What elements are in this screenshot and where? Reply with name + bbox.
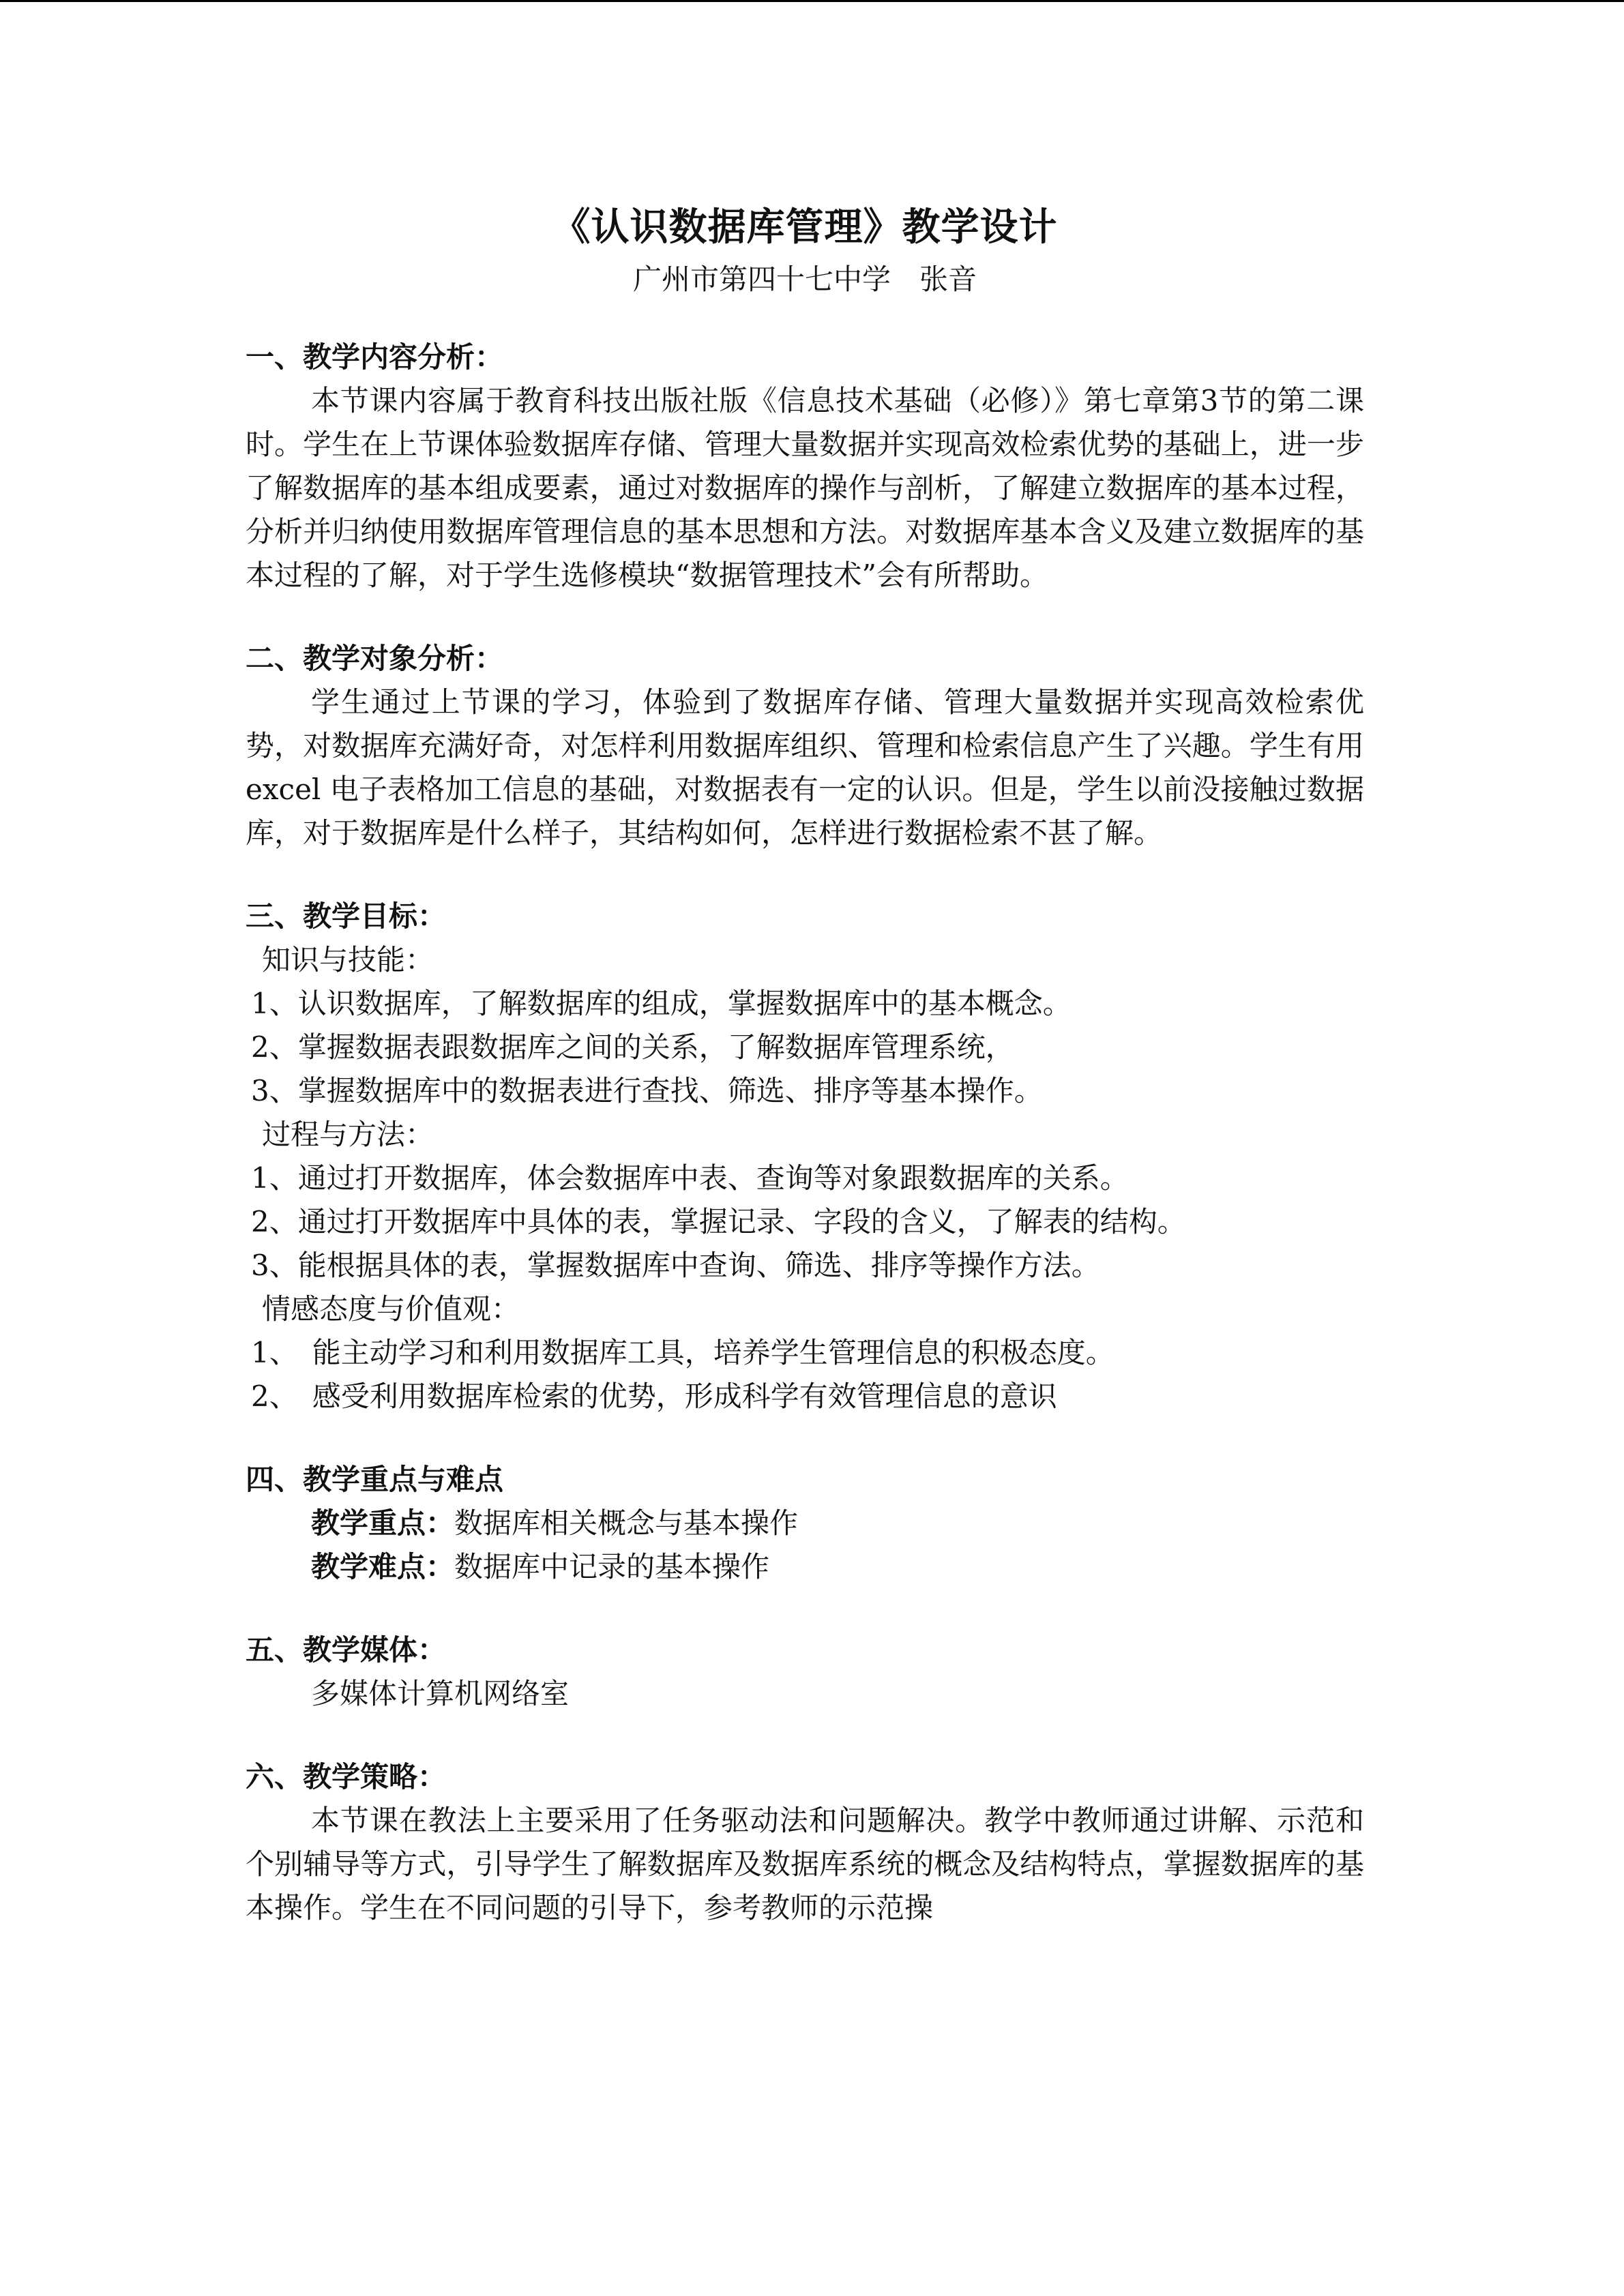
section-heading: 三、教学目标： <box>246 899 447 933</box>
document-title: 《认识数据库管理》教学设计 <box>552 205 1058 250</box>
section-heading: 六、教学策略： <box>246 1759 447 1793</box>
section-paragraph: 本节课内容属于教育科技出版社版《信息技术基础（必修）》第七章第3节的第二课时。学生在上节课体验数据库存储、管理大量数据并实现高效检索优势的基础上，进一步了解数据库的基本组成要素，通过对数据库的操作与剖析，了解建立数据库的基本过程，分析并归纳使用数据库管理信息的基本思想和方法。对数据库基本含义及建立数据库的基本过程的了解，对于学生选修模块“数据管理技术”会有所帮助。 <box>246 383 1364 592</box>
section-heading: 一、教学内容分析： <box>246 340 504 374</box>
document-author: 广州市第四十七中学 张音 <box>632 263 977 297</box>
objective-item: 1、通过打开数据库，体会数据库中表、查询等对象跟数据库的关系。 <box>251 1161 1129 1195</box>
key-point-focus <box>246 1502 1364 1545</box>
key-point-difficulty <box>246 1545 1364 1589</box>
objective-item: 1、 能主动学习和利用数据库工具，培养学生管理信息的积极态度。 <box>251 1335 1114 1369</box>
objective-item: 3、能根据具体的表，掌握数据库中查询、筛选、排序等操作方法。 <box>251 1248 1100 1282</box>
section-content-analysis <box>246 336 1364 597</box>
key-point-text: 数据库中记录的基本操作 <box>454 1549 770 1583</box>
media-text: 多媒体计算机网络室 <box>311 1676 570 1710</box>
objective-category-attitude: 情感态度与价值观： <box>262 1292 520 1326</box>
key-point-label: 教学重点： <box>311 1506 455 1540</box>
objective-item: 3、掌握数据库中的数据表进行查找、筛选、排序等基本操作。 <box>251 1073 1043 1107</box>
objective-category-process: 过程与方法： <box>262 1117 434 1151</box>
section-student-analysis <box>246 637 1364 855</box>
objective-item: 2、 感受利用数据库检索的优势，形成科学有效管理信息的意识 <box>251 1379 1057 1413</box>
section-strategy <box>246 1755 1364 1930</box>
objective-item: 2、通过打开数据库中具体的表，掌握记录、字段的含义，了解表的结构。 <box>251 1204 1186 1238</box>
key-point-label: 教学难点： <box>311 1549 455 1583</box>
section-paragraph: 本节课在教法上主要采用了任务驱动法和问题解决。教学中教师通过讲解、示范和个别辅导等方式，引导学生了解数据库及数据库系统的概念及结构特点，掌握数据库的基本操作。学生在不同问题的引导下，参考教师的示范操 <box>246 1803 1364 1924</box>
objective-category-knowledge: 知识与技能： <box>262 942 434 976</box>
section-key-points <box>246 1458 1364 1589</box>
objective-item: 2、掌握数据表跟数据库之间的关系，了解数据库管理系统， <box>251 1030 1014 1064</box>
section-heading: 二、教学对象分析： <box>246 641 504 675</box>
section-objectives <box>246 895 1364 1418</box>
section-media <box>246 1628 1364 1716</box>
page-top-border <box>0 0 1624 2</box>
section-paragraph: 学生通过上节课的学习，体验到了数据库存储、管理大量数据并实现高效检索优势，对数据库充满好奇，对怎样利用数据库组织、管理和检索信息产生了兴趣。学生有用 excel 电子表格加工信息的基础，对数据表有一定的认识。但是，学生以前没接触过数据库，对于数据库是什么样子，其结构如何，怎样进行数据检索不甚了解。 <box>246 685 1364 850</box>
document-page <box>246 205 1364 1969</box>
key-point-text: 数据库相关概念与基本操作 <box>454 1506 799 1540</box>
section-heading: 四、教学重点与难点 <box>246 1462 504 1496</box>
section-heading: 五、教学媒体： <box>246 1632 447 1667</box>
objective-item: 1、认识数据库，了解数据库的组成，掌握数据库中的基本概念。 <box>251 986 1072 1020</box>
